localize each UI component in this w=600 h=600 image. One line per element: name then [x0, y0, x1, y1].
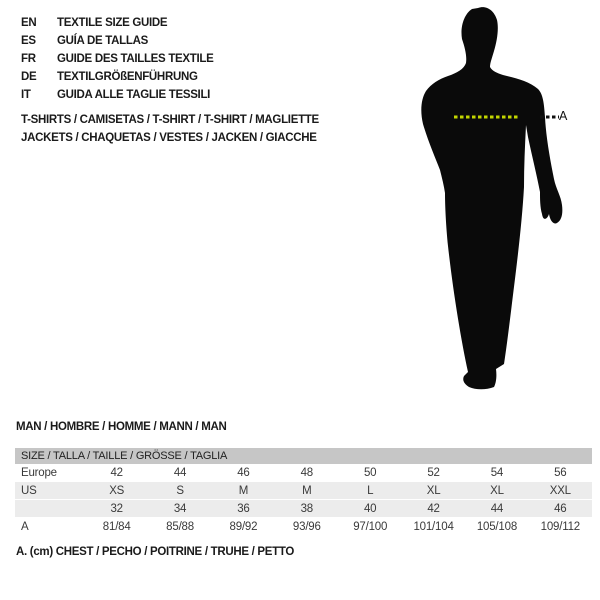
table-cell: XXL	[549, 485, 571, 497]
table-cell: 81/84	[102, 521, 131, 533]
row-label: Europe	[21, 467, 57, 479]
language-list	[21, 14, 214, 104]
table-cell: M	[302, 485, 312, 497]
language-code: IT	[21, 89, 31, 101]
table-cell: 56	[554, 467, 567, 479]
row-label	[15, 500, 85, 517]
table-cell: 97/100	[353, 521, 388, 533]
row-label: A	[21, 521, 29, 533]
table-cell: 89/92	[229, 521, 258, 533]
product-categories	[21, 111, 319, 147]
table-cell: XL	[426, 485, 441, 497]
language-row	[21, 86, 214, 104]
language-code: ES	[21, 35, 36, 47]
table-row-us	[15, 482, 592, 500]
man-silhouette	[390, 0, 600, 400]
table-cell: 46	[554, 503, 567, 515]
table-cell: 32	[110, 503, 123, 515]
language-row	[21, 32, 214, 50]
table-cell: XS	[109, 485, 125, 497]
table-cell: 38	[300, 503, 314, 515]
table-cell: L	[367, 485, 374, 497]
measurement-footnote: A. (cm) CHEST / PECHO / POITRINE / TRUHE / PETTO	[16, 546, 295, 558]
language-code: FR	[21, 53, 36, 65]
language-label: GUÍA DE TALLAS	[57, 35, 148, 47]
language-label: TEXTILGRÖßENFÜHRUNG	[57, 71, 198, 83]
table-cell: 93/96	[292, 521, 321, 533]
language-code: DE	[21, 71, 37, 83]
size-table	[15, 448, 592, 536]
table-cell: 44	[490, 503, 504, 515]
size-table-header: SIZE / TALLA / TAILLE / GRÖSSE / TAGLIA	[15, 448, 592, 464]
table-cell: 101/104	[413, 521, 454, 533]
language-label: GUIDE DES TAILLES TEXTILE	[57, 53, 214, 65]
row-label: US	[21, 485, 37, 497]
language-row	[21, 14, 214, 32]
figure-area	[390, 0, 600, 400]
language-label: GUIDA ALLE TAGLIE TESSILI	[57, 89, 211, 101]
table-cell: 48	[300, 467, 314, 479]
table-row-europe	[15, 464, 592, 482]
language-row	[21, 50, 214, 68]
measurement-label-a: A	[559, 109, 568, 123]
table-cell: 52	[427, 467, 440, 479]
language-row	[21, 68, 214, 86]
table-cell: 46	[237, 467, 250, 479]
table-row-chest	[15, 518, 592, 536]
product-line-tshirts: T-SHIRTS / CAMISETAS / T-SHIRT / T-SHIRT / MAGLIETTE	[21, 114, 319, 126]
table-cell: 42	[110, 467, 123, 479]
table-cell: 42	[427, 503, 440, 515]
section-title: MAN / HOMBRE / HOMME / MANN / MAN	[16, 421, 227, 433]
table-cell: 54	[490, 467, 504, 479]
table-cell: 85/88	[166, 521, 194, 533]
table-cell: S	[176, 485, 184, 497]
table-row-numeric	[15, 500, 592, 518]
table-cell: 40	[363, 503, 377, 515]
table-cell: 44	[173, 467, 187, 479]
table-cell: 105/108	[476, 521, 518, 533]
language-label: TEXTILE SIZE GUIDE	[57, 17, 168, 29]
product-line-jackets: JACKETS / CHAQUETAS / VESTES / JACKEN / GIACCHE	[21, 132, 317, 144]
table-cell: 36	[237, 503, 250, 515]
table-cell: 109/112	[540, 521, 580, 533]
table-cell: 50	[363, 467, 377, 479]
table-cell: XL	[490, 485, 504, 497]
language-code: EN	[21, 17, 37, 29]
table-cell: 34	[173, 503, 187, 515]
table-cell: M	[238, 485, 249, 497]
